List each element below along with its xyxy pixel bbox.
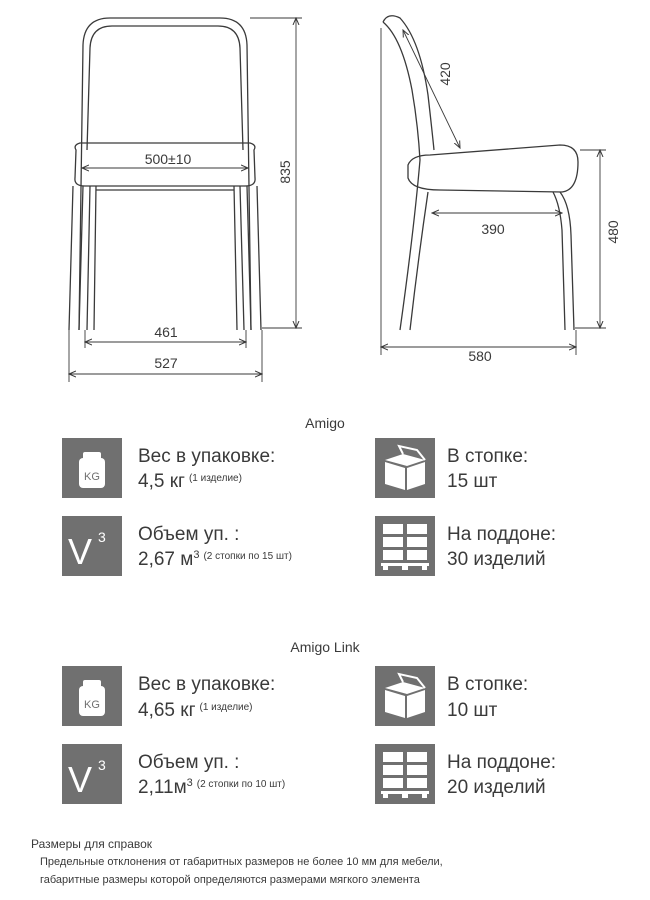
- pallet-value: 20 изделий: [447, 777, 546, 798]
- chair-side-view: [383, 16, 578, 330]
- pallet-value: 30 изделий: [447, 549, 546, 570]
- pallet-icon: [375, 744, 435, 804]
- volume-icon: [62, 744, 122, 804]
- volume-label: Объем уп. :: [138, 524, 240, 545]
- dim-seat-depth: 390: [481, 221, 505, 237]
- volume-value: $2,11м^3$ $^{(2 стопки по 10 шт)}$: [138, 777, 286, 798]
- svg-text:3: 3: [98, 529, 106, 545]
- dim-depth: 580: [468, 348, 492, 364]
- box-stack-icon: [375, 438, 435, 498]
- dim-back: 420: [437, 62, 453, 86]
- product-title: Amigo: [305, 415, 345, 431]
- footer-note-line-2: габаритные размеры которой определяются размерами мягкого элемента: [40, 874, 420, 886]
- volume-icon: [62, 516, 122, 576]
- stack-value: 10 шт: [447, 700, 498, 721]
- svg-text:KG: KG: [84, 699, 100, 711]
- footer-note-line-1: Предельные отклонения от габаритных размеров не более 10 мм для мебели,: [40, 856, 443, 868]
- weight-label: Вес в упаковке:: [138, 674, 276, 695]
- stack-value: 15 шт: [447, 471, 498, 492]
- chair-front-view: [69, 18, 261, 330]
- dim-inner-width: 461: [154, 324, 178, 340]
- svg-text:V: V: [68, 759, 93, 800]
- weight-kg-icon: [62, 438, 122, 498]
- svg-text:3: 3: [98, 757, 106, 773]
- svg-text:V: V: [68, 531, 93, 572]
- footer-title: Размеры для справок: [31, 837, 153, 851]
- dim-seat-width: 500±10: [144, 151, 192, 167]
- dim-height: 835: [277, 160, 293, 184]
- weight-value: 4,65 кг $^{(1 изделие)}$: [138, 700, 253, 721]
- chair-dimension-drawing: [0, 0, 650, 400]
- weight-value: 4,5 кг $^{(1 изделие)}$: [138, 471, 242, 492]
- pallet-label: На поддоне:: [447, 752, 557, 773]
- pallet-icon: [375, 516, 435, 576]
- dim-outer-width: 527: [154, 355, 178, 371]
- volume-label: Объем уп. :: [138, 752, 240, 773]
- stack-label: В стопке:: [447, 674, 529, 695]
- dim-seat-height: 480: [605, 220, 621, 244]
- product-title: Amigo Link: [290, 639, 360, 655]
- svg-text:KG: KG: [84, 471, 100, 483]
- volume-value: 2,67 $м^3$ $^{(2 стопки по 15 шт)}$: [138, 549, 292, 570]
- stack-label: В стопке:: [447, 446, 529, 467]
- weight-kg-icon: [62, 666, 122, 726]
- pallet-label: На поддоне:: [447, 524, 557, 545]
- weight-label: Вес в упаковке:: [138, 446, 276, 467]
- box-stack-icon: [375, 666, 435, 726]
